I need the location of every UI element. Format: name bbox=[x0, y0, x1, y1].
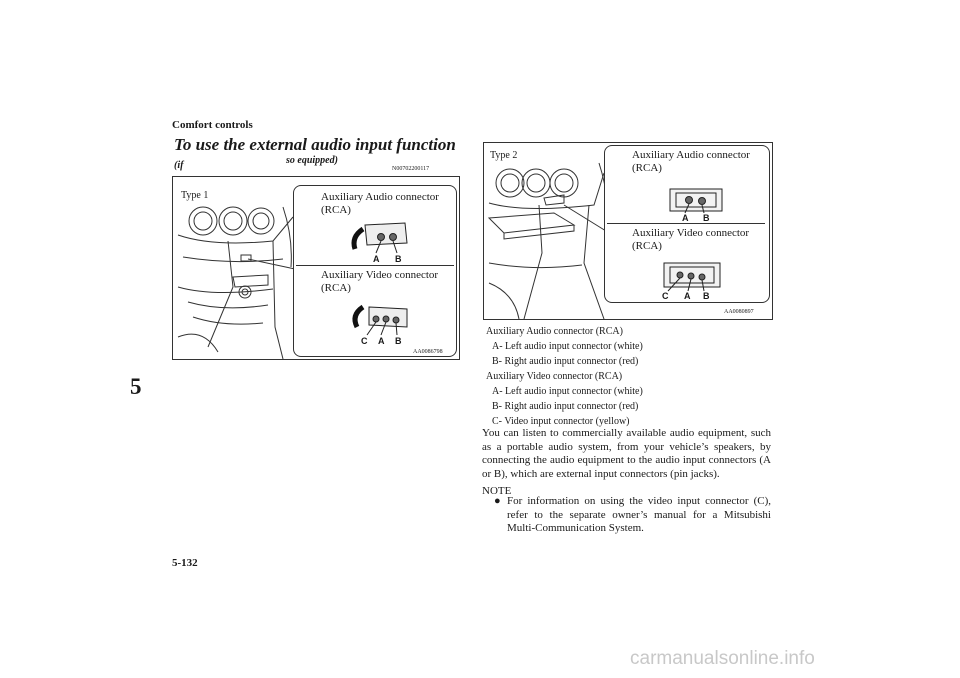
figure-type-label: Type 1 bbox=[181, 190, 209, 201]
figure-type2 bbox=[483, 142, 773, 320]
video-pin-c: C bbox=[662, 291, 669, 301]
figure-type1 bbox=[172, 176, 460, 360]
page-number: 5-132 bbox=[172, 557, 198, 569]
doc-code: N00702200117 bbox=[392, 166, 430, 172]
video-connector-label: Auxiliary Video connector (RCA) bbox=[321, 269, 439, 294]
video-pin-b: B bbox=[703, 291, 710, 301]
bullet-icon: ● bbox=[494, 495, 501, 507]
note-text: For information on using the video input connector (C), refer to the separate owner’s manual for a Mitsubishi Multi-Communication System. bbox=[507, 495, 771, 534]
title-main: To use the external audio input function bbox=[174, 135, 456, 154]
audio-connector-label: Auxiliary Audio connector (RCA) bbox=[321, 191, 439, 216]
video-pin-a: A bbox=[684, 291, 691, 301]
video-connector-label: Auxiliary Video connector (RCA) bbox=[632, 227, 750, 252]
video-pin-a: A bbox=[378, 336, 385, 346]
figure-type-label: Type 2 bbox=[490, 150, 518, 161]
legend-item: B- Right audio input connector (red) bbox=[492, 401, 639, 412]
body-paragraph: You can listen to commercially available audio equipment, such as a portable audio system, from your vehicle’s speakers, by connecting the audio equipment to the audio input connectors (A or B), which are external input connectors (pin jacks). bbox=[482, 427, 771, 480]
section-header: Comfort controls bbox=[172, 119, 253, 131]
legend-video-heading: Auxiliary Video connector (RCA) bbox=[486, 371, 623, 382]
video-pin-c: C bbox=[361, 336, 368, 346]
chapter-number: 5 bbox=[130, 374, 142, 399]
legend-item: C- Video input connector (yellow) bbox=[492, 416, 630, 427]
legend-item: A- Left audio input connector (white) bbox=[492, 341, 643, 352]
title-qualifier-continued: so equipped) bbox=[286, 155, 338, 166]
watermark: carmanualsonline.info bbox=[630, 648, 815, 669]
connector-legend bbox=[486, 326, 643, 431]
audio-pin-b: B bbox=[703, 213, 710, 223]
figure-code: AA0086798 bbox=[413, 349, 443, 355]
note-heading: NOTE bbox=[482, 485, 512, 497]
figure-code: AA0080897 bbox=[724, 309, 754, 315]
connector-drawings-type2 bbox=[484, 143, 772, 319]
legend-audio-heading: Auxiliary Audio connector (RCA) bbox=[486, 326, 623, 337]
legend-item: A- Left audio input connector (white) bbox=[492, 386, 643, 397]
connector-drawings-type1 bbox=[173, 177, 459, 359]
audio-pin-a: A bbox=[682, 213, 689, 223]
audio-pin-a: A bbox=[373, 254, 380, 264]
title-qualifier: (if bbox=[174, 160, 184, 171]
audio-pin-b: B bbox=[395, 254, 402, 264]
legend-item: B- Right audio input connector (red) bbox=[492, 356, 639, 367]
audio-connector-label: Auxiliary Audio connector (RCA) bbox=[632, 149, 750, 174]
video-pin-b: B bbox=[395, 336, 402, 346]
